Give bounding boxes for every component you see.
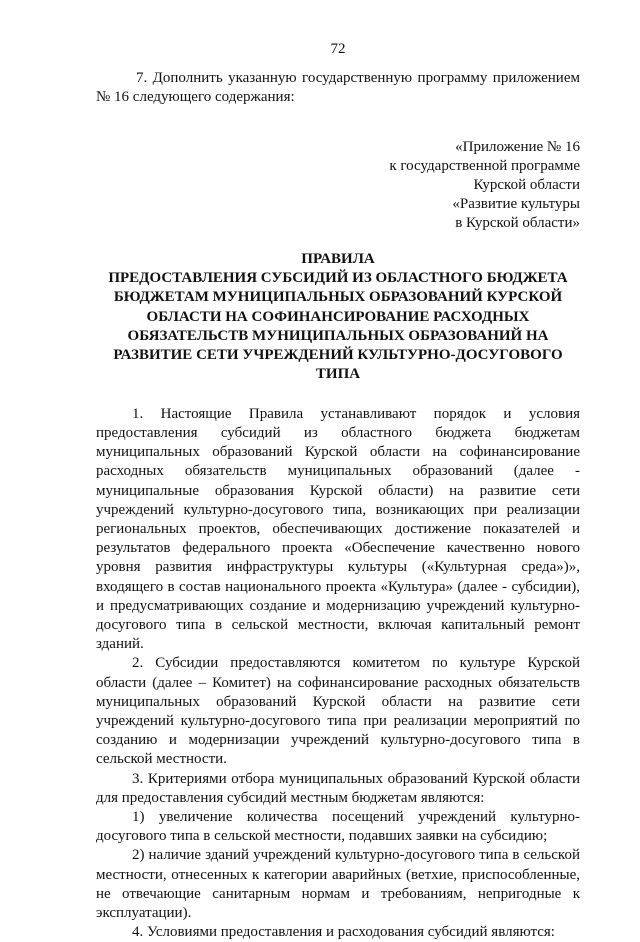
appendix-line: в Курской области»: [455, 215, 580, 232]
paragraph-4: 4. Условиями предоставления и расходования субсидий являются:: [132, 924, 555, 941]
paragraph-3-item-2: 2) наличие зданий учреждений культурно-досугового типа в сельской местности, отнесенных к категории аварийных (ветхие, приспособленные, не отвечающие санитарным нормам и требованиям, непригодные к эксплуатации).: [96, 847, 580, 921]
document-page: [96, 40, 580, 942]
title-subtitle: ПРЕДОСТАВЛЕНИЯ СУБСИДИЙ ИЗ ОБЛАСТНОГО БЮДЖЕТА БЮДЖЕТАМ МУНИЦИПАЛЬНЫХ ОБРАЗОВАНИЙ КУРСКОЙ ОБЛАСТИ НА СОФИНАНСИРОВАНИЕ РАСХОДНЫХ ОБЯЗАТЕЛЬСТВ МУНИЦИПАЛЬНЫХ ОБРАЗОВАНИЙ НА РАЗВИТИЕ СЕТИ УЧРЕЖДЕНИЙ КУЛЬТУРНО-ДОСУГОВОГО ТИПА: [108, 269, 568, 383]
document-title: [96, 250, 580, 385]
appendix-header: [96, 138, 580, 234]
appendix-line: «Приложение № 16: [455, 138, 580, 155]
paragraph-3-item-1: 1) увеличение количества посещений учреждений культурно-досугового типа в сельской местности, подавших заявки на субсидию;: [96, 808, 580, 845]
page-number: 72: [330, 41, 346, 57]
appendix-line: Курской области: [473, 177, 580, 194]
intro-paragraph: 7. Дополнить указанную государственную программу приложением № 16 следующего содержания:: [96, 70, 580, 106]
paragraph-1: 1. Настоящие Правила устанавливают порядок и условия предоставления субсидий из областного бюджета бюджетам муниципальных образований Курской области на софинансирование расходных обязательств муниципальных образований (далее - муниципальные образования Курской области) на развитие сети учреждений культурно-досугового типа, возникающих при реализации региональных проектов, обеспечивающих достижение показателей и результатов федерального проекта «Обеспечение качественно нового уровня развития инфраструктуры культуры («Культурная среда»)», входящего в состав национального проекта «Культура» (далее - субсидии), и предусматривающих создание и модернизацию учреждений культурно-досугового типа в сельской местности, включая капитальный ремонт зданий.: [96, 405, 580, 653]
paragraph-2: 2. Субсидии предоставляются комитетом по культуре Курской области (далее – Комитет) на софинансирование расходных обязательств муниципальных образований Курской области на развитие сети учреждений культурно-досугового типа при реализации мероприятий по созданию и модернизации учреждений культурно-досугового типа в сельской местности.: [96, 655, 580, 768]
title-heading: ПРАВИЛА: [301, 250, 375, 267]
paragraph-3: 3. Критериями отбора муниципальных образований Курской области для предоставления субсидий местным бюджетам являются:: [96, 770, 580, 806]
appendix-line: к государственной программе: [389, 157, 580, 174]
appendix-line: «Развитие культуры: [452, 196, 580, 213]
